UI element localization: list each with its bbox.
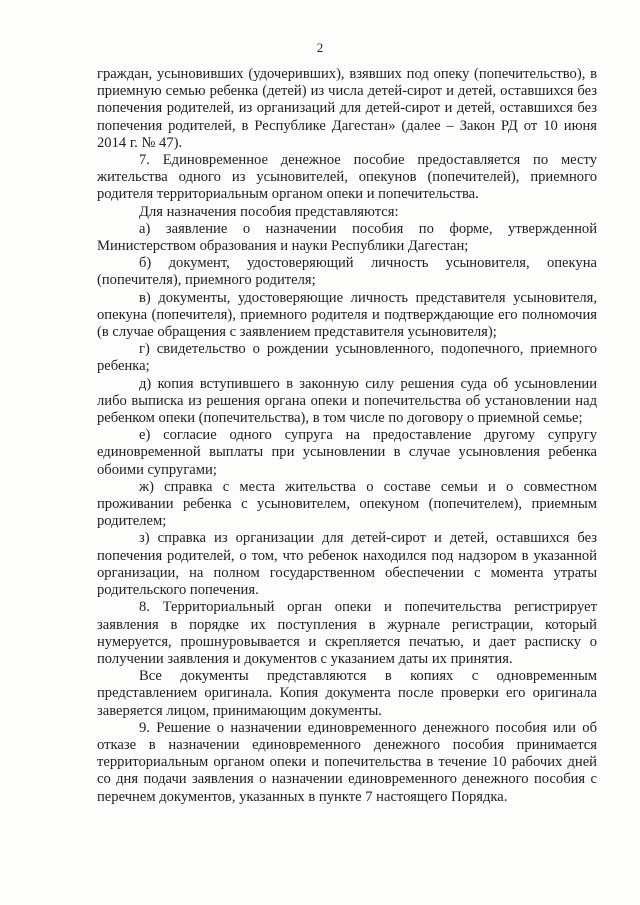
paragraph-law-reference-continuation: граждан, усыновивших (удочеривших), взявших под опеку (попечительство), в приемную семью ребенка (детей) из числа детей-сирот и детей, оставшихся без попечения родителей, из организаций для детей-сирот и детей, оставшихся без попечения родителей, в Республике Дагестан» (далее – Закон РД от 10 июня 2014 г. № 47).: [97, 66, 597, 151]
paragraph-copies: Все документы представляются в копиях с одновременным представлением оригинала. Копия документа после проверки его оригинала заверяется лицом, принимающим документы.: [97, 668, 597, 719]
list-item-v: в) документы, удостоверяющие личность представителя усыновителя, опекуна (попечителя), приемного родителя и подтверждающие его полномочия (в случае обращения с заявлением представителя усыновителя);: [97, 289, 597, 341]
paragraph-9: 9. Решение о назначении единовременного денежного пособия или об отказе в назначении единовременного денежного пособия принимается территориальным органом опеки и попечительства в течение 10 рабочих дней со дня подачи заявления о назначении единовременного денежного пособия с перечнем документов, указанных в пункте 7 настоящего Порядка.: [97, 719, 597, 805]
paragraph-documents-intro: Для назначения пособия представляются:: [139, 203, 399, 220]
document-body: [97, 66, 597, 806]
list-item-zh: ж) справка с места жительства о составе семьи и о совместном проживании ребенка с усыновителем, опекуном (попечителем), приемным родителем;: [97, 478, 597, 530]
paragraph-7: 7. Единовременное денежное пособие предоставляется по месту жительства одного из усыновителей, опекунов (попечителей), приемного родителя территориальным органом опеки и попечительства.: [97, 152, 597, 203]
list-item-e: е) согласие одного супруга на предоставление другому супругу единовременной выплаты при усыновлении в случае усыновления ребенка обоими супругами;: [97, 427, 597, 478]
paragraph-8: 8. Территориальный орган опеки и попечительства регистрирует заявления в порядке их поступления в журнале регистрации, который нумеруется, прошнуровывается и скрепляется печатью, и дает расписку о получении заявления и документов с указанием даты их принятия.: [97, 599, 597, 667]
list-item-d: д) копия вступившего в законную силу решения суда об усыновлении либо выписка из решения органа опеки и попечительства об установлении над ребенком опеки (попечительства), в том числе по договору о приемной семье;: [97, 375, 597, 427]
list-item-b: б) документ, удостоверяющий личность усыновителя, опекуна (попечителя), приемного родителя;: [97, 255, 597, 289]
page-number: 2: [316, 40, 324, 55]
list-item-g: г) свидетельство о рождении усыновленного, подопечного, приемного ребенка;: [97, 341, 597, 375]
list-item-a: а) заявление о назначении пособия по форме, утвержденной Министерством образования и науки Республики Дагестан;: [97, 220, 597, 255]
list-item-z: з) справка из организации для детей-сирот и детей, оставшихся без попечения родителей, о том, что ребенок находился под надзором в указанной организации, на полном государственном обеспечении с момента утраты родительского попечения.: [97, 530, 597, 599]
